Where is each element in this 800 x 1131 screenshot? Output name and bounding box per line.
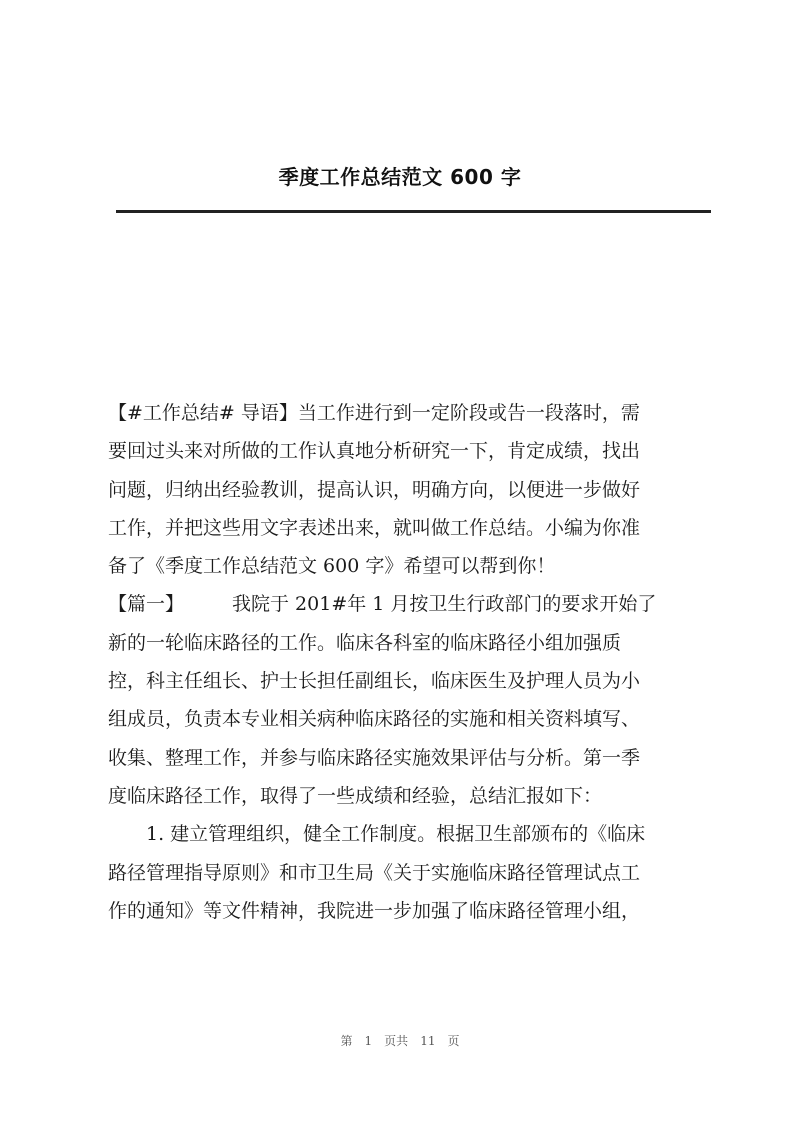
title-divider [116, 210, 711, 213]
body-line: 【#工作总结# 导语】当工作进行到一定阶段或告一段落时，需 [108, 402, 640, 424]
body-line: 路径管理指导原则》和市卫生局《关于实施临床路径管理试点工 [108, 861, 641, 884]
document-title: 季度工作总结范文 600 字 [278, 165, 522, 189]
body-line: 度临床路径工作，取得了一些成绩和经验，总结汇报如下： [108, 784, 603, 807]
body-line: 收集、整理工作，并参与临床路径实施效果评估与分析。第一季 [108, 746, 641, 769]
page-label-mid: 页共 [384, 1034, 409, 1048]
section-one-label: 【篇一】 [108, 593, 185, 616]
page-label-suffix: 页 [447, 1034, 460, 1048]
body-line: 备了《季度工作总结范文 600 字》希望可以帮到你！ [108, 555, 556, 578]
total-pages: 11 [420, 1034, 436, 1048]
page-number: 1 [364, 1034, 373, 1048]
body-line: 要回过头来对所做的工作认真地分析研究一下，肯定成绩，找出 [108, 440, 641, 463]
document-body [108, 394, 708, 930]
item-one-first-line: 1. 建立管理组织，健全工作制度。根据卫生部颁布的《临床 [146, 823, 646, 846]
body-line: 组成员，负责本专业相关病种临床路径的实施和相关资料填写、 [108, 708, 641, 731]
page-footer [0, 1031, 800, 1051]
page-label-prefix: 第 [340, 1034, 353, 1048]
body-line: 工作，并把这些用文字表述出来，就叫做工作总结。小编为你准 [108, 516, 641, 539]
body-line: 控，科主任组长、护士长担任副组长，临床医生及护理人员为小 [108, 670, 641, 693]
body-line: 新的一轮临床路径的工作。临床各科室的临床路径小组加强质 [108, 631, 622, 654]
body-line: 问题，归纳出经验教训，提高认识，明确方向，以便进一步做好 [108, 478, 641, 501]
body-line: 作的通知》等文件精神，我院进一步加强了临床路径管理小组， [108, 899, 641, 922]
section-one-first-text: 我院于 201#年 1 月按卫生行政部门的要求开始了 [232, 593, 657, 616]
section-one-heading-line [108, 585, 708, 623]
